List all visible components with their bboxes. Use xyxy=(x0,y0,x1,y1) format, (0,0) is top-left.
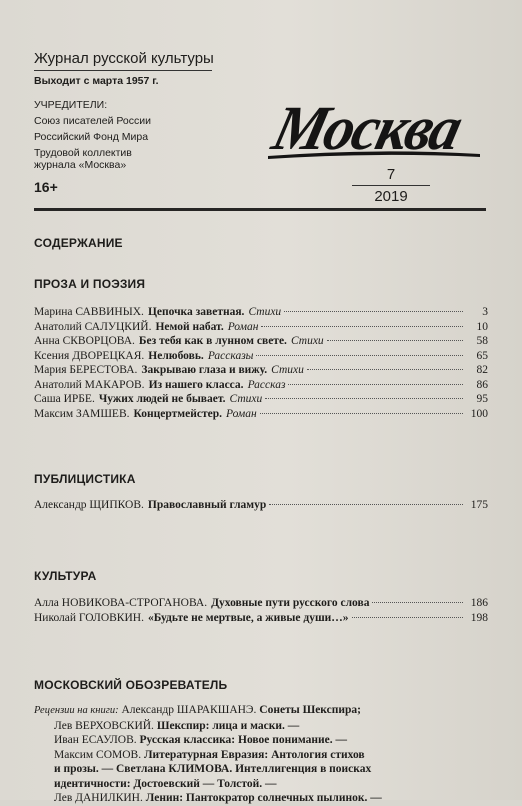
leader-dots xyxy=(284,311,463,312)
header-rule xyxy=(34,208,486,211)
leader-dots xyxy=(269,504,463,505)
age-rating: 16+ xyxy=(34,179,58,195)
review-title: Ленин: Пантократор солнечных пылинок. — xyxy=(145,792,382,804)
founder-item: Союз писателей России xyxy=(34,115,151,127)
toc-entry[interactable] xyxy=(34,378,488,393)
leader-dots xyxy=(307,369,463,370)
entry-page: 82 xyxy=(476,364,488,376)
entry-author: Анна СКВОРЦОВА. xyxy=(34,335,135,347)
entry-genre: Стихи xyxy=(229,393,263,405)
entry-author: Мария БЕРЕСТОВА. xyxy=(34,364,138,376)
review-line[interactable] xyxy=(34,748,488,763)
reviews-lead: Рецензии на книги: xyxy=(34,705,119,716)
entry-page: 86 xyxy=(476,378,488,391)
toc-entry[interactable] xyxy=(34,320,488,335)
leader-dots xyxy=(288,384,463,385)
leader-dots xyxy=(260,413,463,414)
entry-title: Чужих людей не бывает. xyxy=(98,393,226,405)
entry-author: Александр ЩИПКОВ. xyxy=(34,499,144,511)
entry-title: «Будьте не мертвые, а живые души…» xyxy=(147,611,349,624)
toc-entry[interactable] xyxy=(34,392,488,407)
logo-swash xyxy=(268,150,480,160)
review-line[interactable] xyxy=(34,733,488,748)
entry-author: Саша ИРБЕ. xyxy=(34,393,95,405)
section-title: ПУБЛИЦИСТИКА xyxy=(34,472,136,486)
entry-page: 10 xyxy=(476,320,488,333)
section-entries-prose xyxy=(34,305,488,421)
section-entries-publicism xyxy=(34,498,488,513)
section-entries-culture xyxy=(34,596,488,625)
issue-year: 2019 xyxy=(374,188,408,205)
entry-title: Духовные пути русского слова xyxy=(211,597,370,609)
review-author: Иван ЕСАУЛОВ. xyxy=(54,734,137,746)
review-author: Максим СОМОВ. xyxy=(54,748,142,761)
review-title: идентичности: Достоевский — Толстой. — xyxy=(54,777,277,790)
entry-genre: Роман xyxy=(227,320,259,333)
review-title: Литературная Евразия: Антология стихов xyxy=(143,748,365,761)
issue-info xyxy=(352,166,430,205)
section-entries-observer xyxy=(34,703,488,806)
entry-page: 95 xyxy=(476,393,488,405)
toc-entry[interactable] xyxy=(34,305,488,320)
entry-author: Максим ЗАМШЕВ. xyxy=(34,407,130,420)
entry-title: Цепочка заветная. xyxy=(147,306,245,318)
toc-entry[interactable] xyxy=(34,407,488,422)
entry-author: Ксения ДВОРЕЦКАЯ. xyxy=(34,349,145,362)
entry-page: 65 xyxy=(476,349,488,362)
review-title: Сонеты Шекспира; xyxy=(259,704,361,716)
entry-genre: Роман xyxy=(225,407,257,420)
toc-entry[interactable] xyxy=(34,611,488,626)
masthead-info xyxy=(34,50,234,171)
entry-page: 100 xyxy=(470,407,488,420)
review-title: и прозы. — Светлана КЛИМОВА. Интеллигенция в поисках xyxy=(54,763,372,775)
toc-entry[interactable] xyxy=(34,349,488,364)
entry-title: Без тебя как в лунном свете. xyxy=(138,335,287,347)
entry-author: Анатолий МАКАРОВ. xyxy=(34,378,145,391)
leader-dots xyxy=(256,355,463,356)
entry-author: Алла НОВИКОВА-СТРОГАНОВА. xyxy=(34,597,208,609)
review-line[interactable] xyxy=(34,703,488,719)
leader-dots xyxy=(372,602,463,603)
entry-author: Марина САВВИНЫХ. xyxy=(34,306,144,318)
toc-entry[interactable] xyxy=(34,334,488,349)
entry-genre: Стихи xyxy=(271,364,304,376)
subtitle-rule xyxy=(34,70,212,71)
entry-genre: Рассказы xyxy=(207,349,254,362)
entry-page: 58 xyxy=(476,335,488,347)
entry-genre: Рассказ xyxy=(247,378,286,391)
entry-page: 175 xyxy=(470,499,488,511)
section-title: МОСКОВСКИЙ ОБОЗРЕВАТЕЛЬ xyxy=(34,678,228,692)
entry-page: 198 xyxy=(470,611,488,624)
entry-title: Концертмейстер. xyxy=(133,407,222,420)
review-line[interactable] xyxy=(34,719,488,734)
journal-subtitle: Журнал русской культуры xyxy=(34,50,214,67)
entry-title: Закрываю глаза и вижу. xyxy=(141,364,268,376)
entry-page: 3 xyxy=(482,306,488,318)
magazine-logo: Москва xyxy=(266,93,468,163)
entry-title: Православный гламур xyxy=(147,499,267,511)
entry-title: Из нашего класса. xyxy=(148,378,244,391)
review-line[interactable] xyxy=(34,762,488,777)
review-author: Лев ВЕРХОВСКИЙ. xyxy=(54,719,154,732)
review-title: Шекспир: лица и маски. — xyxy=(156,719,300,732)
leader-dots xyxy=(327,340,463,341)
leader-dots xyxy=(352,617,463,618)
founders-heading: УЧРЕДИТЕЛИ: xyxy=(34,99,108,111)
published-since: Выходит с марта 1957 г. xyxy=(34,75,159,87)
entry-author: Николай ГОЛОВКИН. xyxy=(34,611,144,624)
issue-number: 7 xyxy=(352,166,430,186)
entry-genre: Стихи xyxy=(290,335,324,347)
founder-item: Российский Фонд Мира xyxy=(34,131,149,143)
toc-entry[interactable] xyxy=(34,363,488,378)
entry-author: Анатолий САЛУЦКИЙ. xyxy=(34,320,152,333)
contents-heading: СОДЕРЖАНИЕ xyxy=(34,236,123,250)
toc-entry[interactable] xyxy=(34,498,488,513)
leader-dots xyxy=(261,326,463,327)
entry-genre: Стихи xyxy=(248,306,282,318)
review-line[interactable] xyxy=(34,791,488,806)
entry-title: Немой набат. xyxy=(155,320,224,333)
section-title: ПРОЗА И ПОЭЗИЯ xyxy=(34,277,146,291)
section-title: КУЛЬТУРА xyxy=(34,569,97,583)
entry-page: 186 xyxy=(470,597,488,609)
leader-dots xyxy=(265,398,463,399)
toc-entry[interactable] xyxy=(34,596,488,611)
review-author: Лев ДАНИЛКИН. xyxy=(54,792,143,804)
review-title: Русская классика: Новое понимание. — xyxy=(139,734,348,746)
review-author: Александр ШАРАКШАНЭ. xyxy=(121,704,257,716)
review-line[interactable] xyxy=(34,777,488,792)
founder-item: Трудовой коллектив журнала «Москва» xyxy=(34,147,132,171)
entry-title: Нелюбовь. xyxy=(148,349,204,362)
